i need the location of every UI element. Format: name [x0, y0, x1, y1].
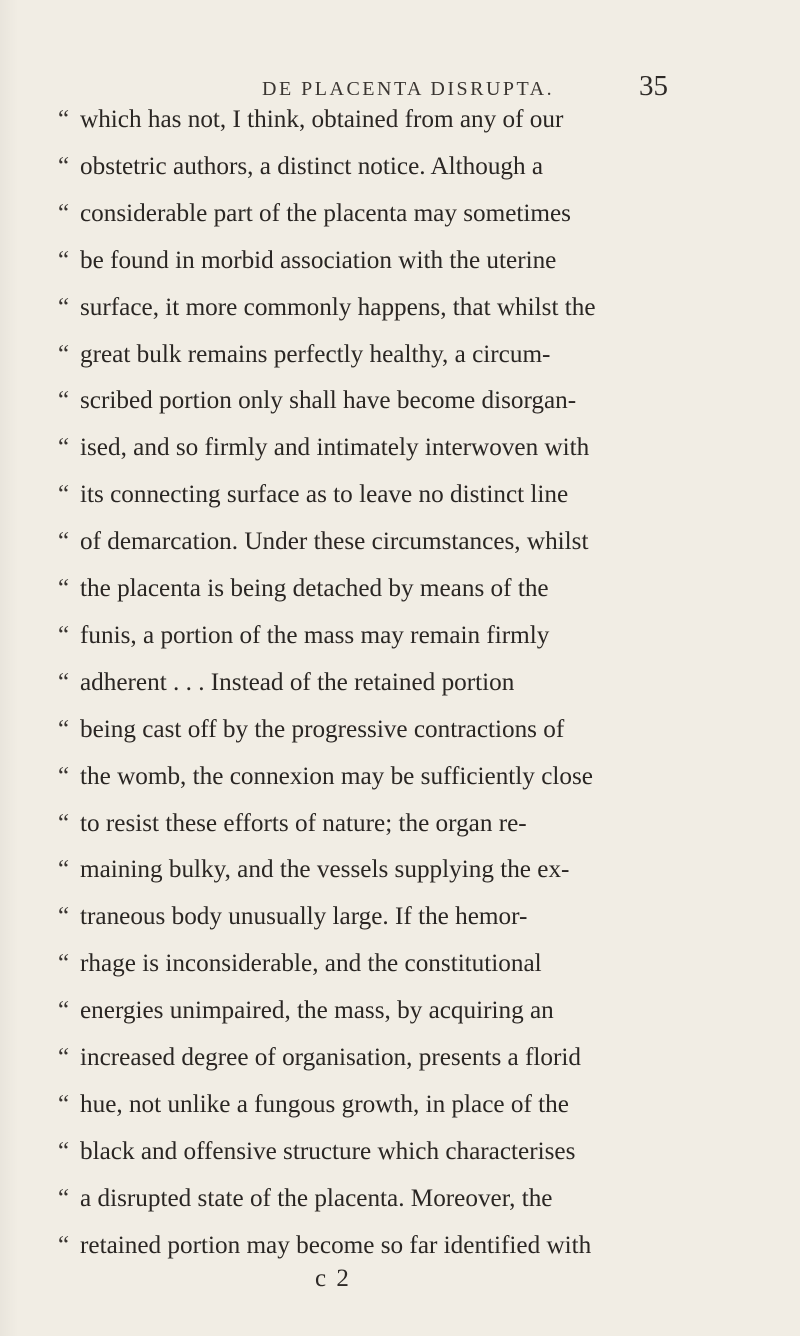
quote-mark: “: [58, 903, 70, 931]
text-line: [58, 189, 758, 239]
quote-mark: “: [58, 434, 70, 462]
text-line: [58, 799, 758, 849]
text-line: [58, 1174, 758, 1224]
quote-mark: “: [58, 481, 70, 509]
quote-mark: “: [58, 106, 70, 133]
text-line: [58, 283, 758, 333]
line-text: traneous body unusually large. If the hemor-: [80, 903, 528, 931]
line-text: retained portion may become so far identified with: [80, 1231, 592, 1259]
text-line: [58, 564, 758, 614]
quote-mark: “: [58, 152, 70, 180]
line-text: the womb, the connexion may be sufficiently close: [80, 762, 593, 790]
line-text: maining bulky, and the vessels supplying the ex-: [80, 856, 570, 884]
quote-mark: “: [58, 1044, 70, 1071]
line-text: its connecting surface as to leave no distinct line: [80, 481, 569, 509]
line-text: obstetric authors, a distinct notice. Although a: [80, 152, 544, 180]
line-text: being cast off by the progressive contractions of: [80, 715, 565, 743]
text-line: [58, 1033, 758, 1083]
quote-mark: “: [58, 1090, 70, 1118]
text-line: [58, 95, 758, 145]
line-text: which has not, I think, obtained from any of our: [80, 106, 564, 133]
line-text: considerable part of the placenta may sometimes: [80, 199, 571, 227]
line-text: surface, it more commonly happens, that whilst the: [80, 293, 596, 321]
text-line: [58, 752, 758, 802]
text-line: [58, 376, 758, 426]
quote-mark: “: [58, 809, 70, 837]
quote-mark: “: [58, 668, 70, 696]
line-text: black and offensive structure which characterises: [80, 1137, 576, 1165]
quote-mark: “: [58, 715, 70, 743]
signature-mark: c 2: [315, 1265, 351, 1292]
quote-mark: “: [58, 997, 70, 1025]
text-line: [58, 423, 758, 473]
line-text: adherent . . . Instead of the retained portion: [80, 668, 515, 696]
quote-mark: “: [58, 528, 70, 556]
quote-mark: “: [58, 340, 70, 368]
quote-mark: “: [58, 199, 70, 227]
text-line: [58, 705, 758, 755]
line-text: ised, and so firmly and intimately interwoven with: [80, 434, 590, 462]
text-line: [58, 1221, 758, 1271]
running-title: DE PLACENTA DISRUPTA.: [262, 78, 555, 100]
quote-mark: “: [58, 1184, 70, 1212]
page-number: 35: [639, 70, 668, 102]
line-text: hue, not unlike a fungous growth, in place of the: [80, 1090, 569, 1118]
quote-mark: “: [58, 575, 70, 602]
line-text: to resist these efforts of nature; the organ re-: [80, 809, 527, 837]
quote-mark: “: [58, 387, 70, 415]
line-text: funis, a portion of the mass may remain firmly: [80, 621, 550, 649]
line-text: the placenta is being detached by means of the: [80, 575, 549, 602]
text-line: [58, 611, 758, 661]
text-line: [58, 470, 758, 520]
line-text: scribed portion only shall have become disorgan-: [80, 387, 577, 415]
line-text: great bulk remains perfectly healthy, a circum-: [80, 340, 551, 368]
text-line: [58, 939, 758, 989]
quote-mark: “: [58, 621, 70, 649]
text-line: [58, 892, 758, 942]
line-text: energies unimpaired, the mass, by acquiring an: [80, 997, 554, 1025]
text-line: [58, 986, 758, 1036]
line-text: increased degree of organisation, presents a florid: [80, 1044, 581, 1071]
text-line: [58, 1127, 758, 1177]
quote-mark: “: [58, 762, 70, 790]
line-text: be found in morbid association with the uterine: [80, 246, 557, 274]
text-line: [58, 517, 758, 567]
quote-mark: “: [58, 246, 70, 274]
text-line: [58, 658, 758, 708]
text-line: [58, 845, 758, 895]
quote-mark: “: [58, 950, 70, 978]
line-text: of demarcation. Under these circumstances, whilst: [80, 528, 589, 556]
line-text: rhage is inconsiderable, and the constitutional: [80, 950, 542, 978]
text-line: [58, 236, 758, 286]
text-line: [58, 142, 758, 192]
text-line: [58, 1080, 758, 1130]
quote-mark: “: [58, 293, 70, 321]
quote-mark: “: [58, 1231, 70, 1259]
text-line: [58, 330, 758, 380]
quote-mark: “: [58, 1137, 70, 1165]
quote-mark: “: [58, 856, 70, 884]
line-text: a disrupted state of the placenta. Moreover, the: [80, 1184, 553, 1212]
